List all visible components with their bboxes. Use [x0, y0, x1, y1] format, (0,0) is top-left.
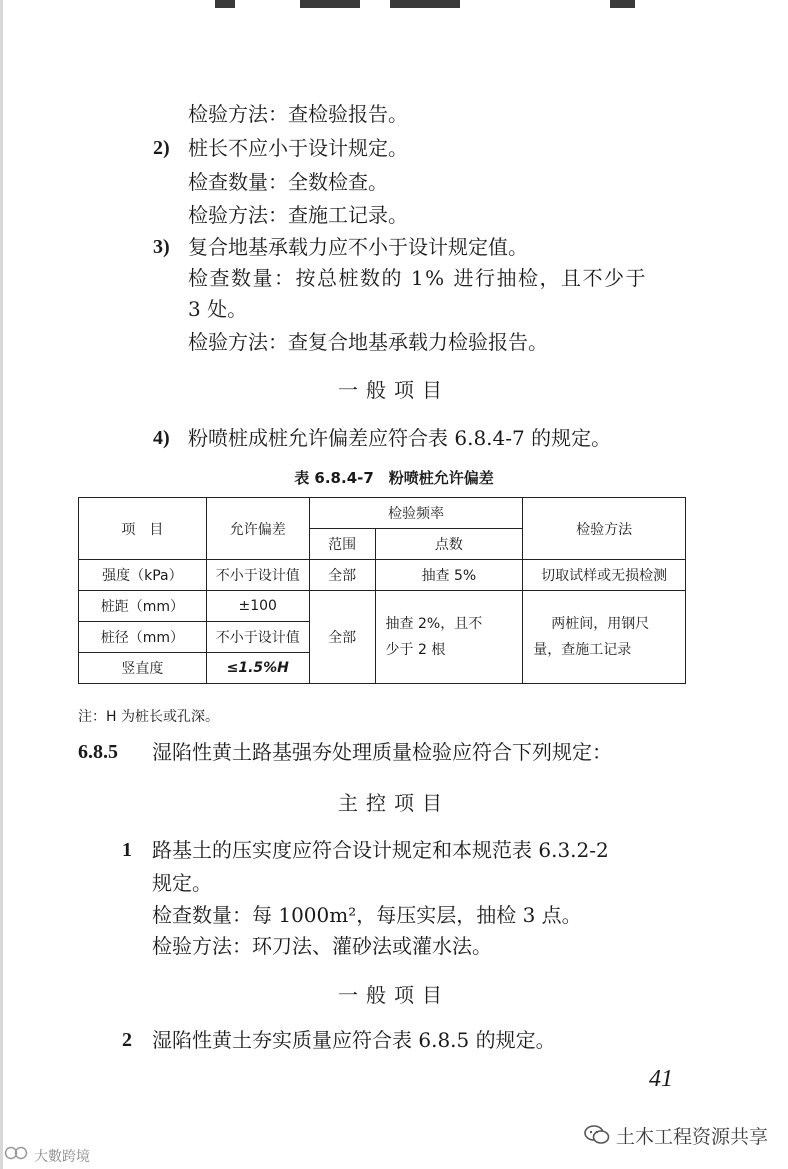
text-line: 3 处。	[188, 297, 248, 321]
watermark-left-text: 大數跨境	[34, 1149, 90, 1165]
text-line: 检查数量：每 1000m²，每压实层，抽检 3 点。	[152, 903, 582, 927]
section-number: 6.8.5	[78, 741, 118, 763]
text-line: 检验方法：环刀法、灌砂法或灌水法。	[152, 934, 492, 958]
top-scan-artifact	[0, 0, 788, 12]
page-number: 41	[649, 1066, 673, 1092]
text-line: 检验方法：查复合地基承载力检验报告。	[188, 330, 548, 354]
cell-tolerance: ≤1.5%H	[206, 653, 309, 684]
watermark-text: 土木工程资源共享	[616, 1126, 769, 1148]
cell-range-merged: 全部	[309, 591, 375, 684]
header-frequency: 检验频率	[309, 498, 523, 529]
cell-points: 抽查 5%	[375, 560, 523, 591]
item-number: 3)	[153, 236, 170, 258]
cell-item: 桩距（mm）	[79, 591, 207, 622]
points-line: 少于 2 根	[385, 642, 446, 658]
item-number: 1	[122, 839, 132, 861]
cell-tolerance: 不小于设计值	[206, 560, 309, 591]
text-line: 检查数量：全数检查。	[188, 170, 388, 194]
table-row	[79, 560, 686, 591]
wechat-icon	[584, 1124, 610, 1150]
cell-method: 切取试样或无损检测	[523, 560, 686, 591]
header-tolerance: 允许偏差	[206, 498, 309, 560]
cell-item: 桩径（mm）	[79, 622, 207, 653]
text-line: 检验方法：查检验报告。	[188, 102, 408, 126]
brand-logo-icon	[4, 1145, 30, 1165]
text-line: 复合地基承载力应不小于设计规定值。	[188, 235, 528, 259]
table-caption: 表 6.8.4-7 粉喷桩允许偏差	[294, 469, 494, 487]
section-heading: 一般项目	[338, 983, 450, 1007]
text-line: 路基土的压实度应符合设计规定和本规范表 6.3.2-2	[152, 838, 609, 862]
section-heading: 主控项目	[338, 791, 450, 815]
section-text: 湿陷性黄土路基强夯处理质量检验应符合下列规定：	[152, 740, 612, 764]
method-line: 量，查施工记录	[533, 642, 632, 658]
text-line: 湿陷性黄土夯实质量应符合表 6.8.5 的规定。	[152, 1028, 556, 1052]
item-number: 4)	[153, 427, 170, 449]
cell-tolerance: ±100	[206, 591, 309, 622]
item-number: 2)	[153, 137, 170, 159]
text-line: 粉喷桩成桩允许偏差应符合表 6.8.4-7 的规定。	[188, 426, 612, 450]
points-line: 抽查 2%，且不	[385, 616, 483, 632]
cell-points-merged	[375, 591, 523, 684]
table-note: 注：H 为桩长或孔深。	[78, 709, 219, 725]
text-line: 规定。	[152, 871, 212, 895]
text-line: 检查数量：按总桩数的 1% 进行抽检，且不少于	[188, 266, 647, 290]
section-heading: 一般项目	[338, 378, 450, 402]
tolerance-table	[78, 497, 686, 684]
header-item: 项 目	[79, 498, 207, 560]
header-points: 点数	[375, 529, 523, 560]
header-method: 检验方法	[523, 498, 686, 560]
method-line: 两桩间，用钢尺	[551, 616, 650, 632]
cell-item: 强度（kPa）	[79, 560, 207, 591]
cell-method-merged	[523, 591, 686, 684]
cell-item: 竖直度	[79, 653, 207, 684]
text-line: 检验方法：查施工记录。	[188, 203, 408, 227]
cell-range: 全部	[309, 560, 375, 591]
item-number: 2	[122, 1029, 132, 1051]
table-row	[79, 591, 686, 622]
text-line: 桩长不应小于设计规定。	[188, 136, 408, 160]
header-range: 范围	[309, 529, 375, 560]
cell-tolerance: 不小于设计值	[206, 622, 309, 653]
